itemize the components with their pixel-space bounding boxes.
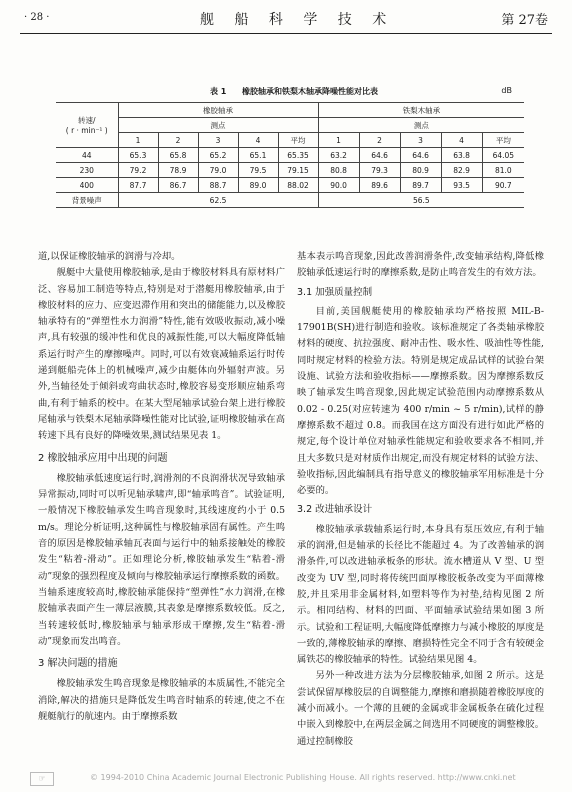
subsection-heading: 3.1 加强质量控制 [297, 286, 373, 298]
table-cell: 78.9 [158, 163, 198, 178]
table-cell: 79.0 [198, 163, 238, 178]
table-cell: 80.8 [318, 163, 359, 178]
table-cell: 64.6 [359, 148, 400, 163]
table-cell: 63.8 [441, 148, 482, 163]
table-cell: 90.0 [318, 178, 359, 193]
page-footer [0, 768, 572, 792]
speed-cell: 44 [56, 148, 118, 163]
table-caption-number: 表 1 [210, 87, 227, 96]
table-cell: 89.6 [359, 178, 400, 193]
page-header [0, 0, 572, 40]
table-cell: 81.0 [482, 163, 524, 178]
table-cell: 86.7 [158, 178, 198, 193]
table-cell: 65.8 [158, 148, 198, 163]
paragraph: 目前,美国舰艇使用的橡胶轴承均严格按照 MIL-B-17901B(SH)进行制造和验收。该标准规定了各类轴承橡胶材料的硬度、抗拉强度、耐冲击性、吸水性、吸油性等性能,同时规定材料的检验方法。特别是规定成品试样的试验台架设施、试验方法和验收指标——摩擦系数。因为摩擦系数反映了轴承发生鸣音现象,因此规定试验范围内动摩擦系数从 0.02 - 0.25(对应转速为 400 r/min ~ 5 r/min),试样的静摩擦系数不超过 0.8。而我国在这方面没有进行如此严格的规定,每个设计单位对轴承性能规定和验收要求各不相同,并且大多数只是对材质作出规定,而没有规定材料的试验方法、验收指标,因此编制具有指导意义的橡胶轴承军用标准是十分必要的。 [297, 305, 544, 497]
table-cell: 64.05 [482, 148, 524, 163]
iron-point-header: 测点 [318, 118, 524, 133]
table-cell: 89.0 [238, 178, 278, 193]
table-cell: 93.5 [441, 178, 482, 193]
column-header-row [56, 133, 524, 148]
paragraph: 橡胶轴承承载轴系运行时,本身具有泵压效应,有利于轴承的润滑,但是轴承的长径比不能超过 4。为了改善轴承的润滑条件,可以改进轴承板条的形状。流水槽道从 V 型、U 型改变为 UV 型,同时将传统凹面厚橡胶板条改变为平面薄橡胶,并且采用非金属材料,如塑料等作为衬垫,结构见图 2 所示。相同结构、材料的凹面、平面轴承试验结果如图 3 所示。试验和工程证明,大幅度降低摩擦力与减小橡胶的厚度是一致的,薄橡胶轴承的摩擦、磨损特性完全不同于含有较硬金属铁芯的橡胶轴承的特性。试验结果见图 4。 [297, 523, 544, 666]
subsection-heading: 3.2 改进轴承设计 [297, 504, 373, 516]
paragraph: 橡胶轴承低速度运行时,润滑剂的不良润滑状况导致轴承异常振动,同时可以听见轴承啸声,即“轴承鸣音”。试验证明,一般情况下橡胶轴承发生鸣音现象时,其线速度约小于 0.5 m/s。理论分析证明,这种属性与橡胶轴承固有属性。产生鸣音的原因是橡胶轴承轴瓦表面与运行中的轴系接触处的橡胶发生“粘着-滑动”。正如理论分析,橡胶轴承发生“粘着-滑动”现象的强烈程度及倾向与橡胶轴承运行摩擦系数的函数。当轴系速度较高时,橡胶轴承能保持“塑弹性”水力润滑,在橡胶轴承表面产生一薄层液膜,其表象是摩擦系数较低。反之,当转速较低时,橡胶轴承与轴承形成干摩擦,发生“粘着-滑动”现象而发出鸣音。 [38, 472, 285, 647]
column-header: 1 [318, 133, 359, 148]
section-heading: 2 橡胶轴承应用中出现的问题 [38, 452, 168, 464]
table-cell: 80.9 [400, 163, 441, 178]
column-header: 4 [441, 133, 482, 148]
left-column [38, 249, 285, 725]
table-cell: 79.15 [278, 163, 318, 178]
table-cell: 79.2 [118, 163, 158, 178]
table-cell: 63.2 [318, 148, 359, 163]
column-header: 3 [400, 133, 441, 148]
background-noise-rubber: 62.5 [118, 193, 318, 208]
iron-bearing-header: 铁梨木轴承 [318, 103, 524, 118]
copyright-notice: © 1994-2010 China Academic Journal Electronic Publishing House. All rights reserved. http://www.cnki.net [90, 773, 516, 782]
speed-cell: 230 [56, 163, 118, 178]
table-row [56, 163, 524, 178]
column-header: 3 [198, 133, 238, 148]
table-cell: 65.3 [118, 148, 158, 163]
table-unit: dB [501, 86, 512, 95]
table-cell: 88.02 [278, 178, 318, 193]
speed-header [56, 103, 118, 148]
column-header: 2 [359, 133, 400, 148]
table-row [56, 148, 524, 163]
speed-label: 转速/ [77, 116, 96, 125]
volume-label: 第 27卷 [501, 13, 548, 28]
table-cell: 64.6 [400, 148, 441, 163]
table-cell: 89.7 [400, 178, 441, 193]
table-cell: 88.7 [198, 178, 238, 193]
speed-unit: ( r · min⁻¹ ) [65, 126, 108, 135]
paragraph: 基本表示鸣音现象,因此改善润滑条件,改变轴承结构,降低橡胶轴承低速运行时的摩擦系数,是防止鸣音发生的有效方法。 [297, 251, 544, 279]
rubber-point-header: 测点 [118, 118, 318, 133]
page-number: · 28 · [24, 12, 50, 23]
table-caption-text: 橡胶轴承和铁梨木轴承降噪性能对比表 [242, 87, 378, 96]
column-header: 1 [118, 133, 158, 148]
table-cell: 90.7 [482, 178, 524, 193]
table-cell: 65.1 [238, 148, 278, 163]
paragraph: 舰艇中大量使用橡胶轴承,是由于橡胶材料具有原材料广泛、容易加工制造等特点,特别是对于潜艇用橡胶轴承,由于橡胶材料的应力、应变迟滞作用和突出的储能能力,以及橡胶轴承特有的“弹塑性水力润滑”特性,能有效吸收振动,减小噪声,具有较强的缓冲性和优良的减振性能,可以大幅度降低轴系运行时产生的摩擦噪声。同时,可以有效衰减轴系运行时传递到艇船壳体上的机械噪声,减少由艇体向外辐射声波。另外,当轴径处于倾斜或弯曲状态时,橡胶容易变形顺应轴系弯曲,有利于轴系的校中。在某大型尾轴承试验台架上进行橡胶尾轴承与铁梨木尾轴承降噪性能对比试验,证明橡胶轴承在高转速下具有良好的降噪效果,测试结果见表 1。 [38, 267, 285, 442]
column-header: 平均 [278, 133, 318, 148]
paragraph: 道,以保证橡胶轴承的润滑与冷却。 [38, 251, 181, 262]
speed-cell: 400 [56, 178, 118, 193]
table-cell: 82.9 [441, 163, 482, 178]
table-cell: 65.35 [278, 148, 318, 163]
table-cell: 79.3 [359, 163, 400, 178]
publisher-logo-icon: ☞ [30, 772, 54, 786]
table-cell: 87.7 [118, 178, 158, 193]
header-rule [20, 33, 552, 34]
table-row [56, 178, 524, 193]
table-cell: 65.2 [198, 148, 238, 163]
section-heading: 3 解决问题的措施 [38, 658, 118, 670]
background-noise-row [56, 193, 524, 208]
paragraph: 橡胶轴承发生鸣音现象是橡胶轴承的本质属性,不能完全消除,解决的措施只是降低发生鸣音时轴系的转速,使之不在舰艇航行的航速内。由于摩擦系数 [38, 678, 285, 723]
column-header: 4 [238, 133, 278, 148]
background-noise-iron: 56.5 [318, 193, 524, 208]
background-noise-label: 背景噪声 [56, 193, 118, 208]
table-cell: 79.5 [238, 163, 278, 178]
column-header: 2 [158, 133, 198, 148]
rubber-bearing-header: 橡胶轴承 [118, 103, 318, 118]
journal-title: 舰 船 科 学 技 术 [200, 12, 395, 28]
column-header: 平均 [482, 133, 524, 148]
paragraph: 另外一种改进方法为分层橡胶轴承,如图 2 所示。这是尝试保留厚橡胶层的自调整能力,摩擦和磨损随着橡胶厚度的减小而减小。一个薄的且硬的金属或非金属板条在硫化过程中嵌入到橡胶中,在两层金属之间选用不同硬度的调整橡胶。通过控制橡胶 [297, 670, 544, 747]
comparison-table [56, 102, 524, 208]
right-column [297, 249, 544, 750]
